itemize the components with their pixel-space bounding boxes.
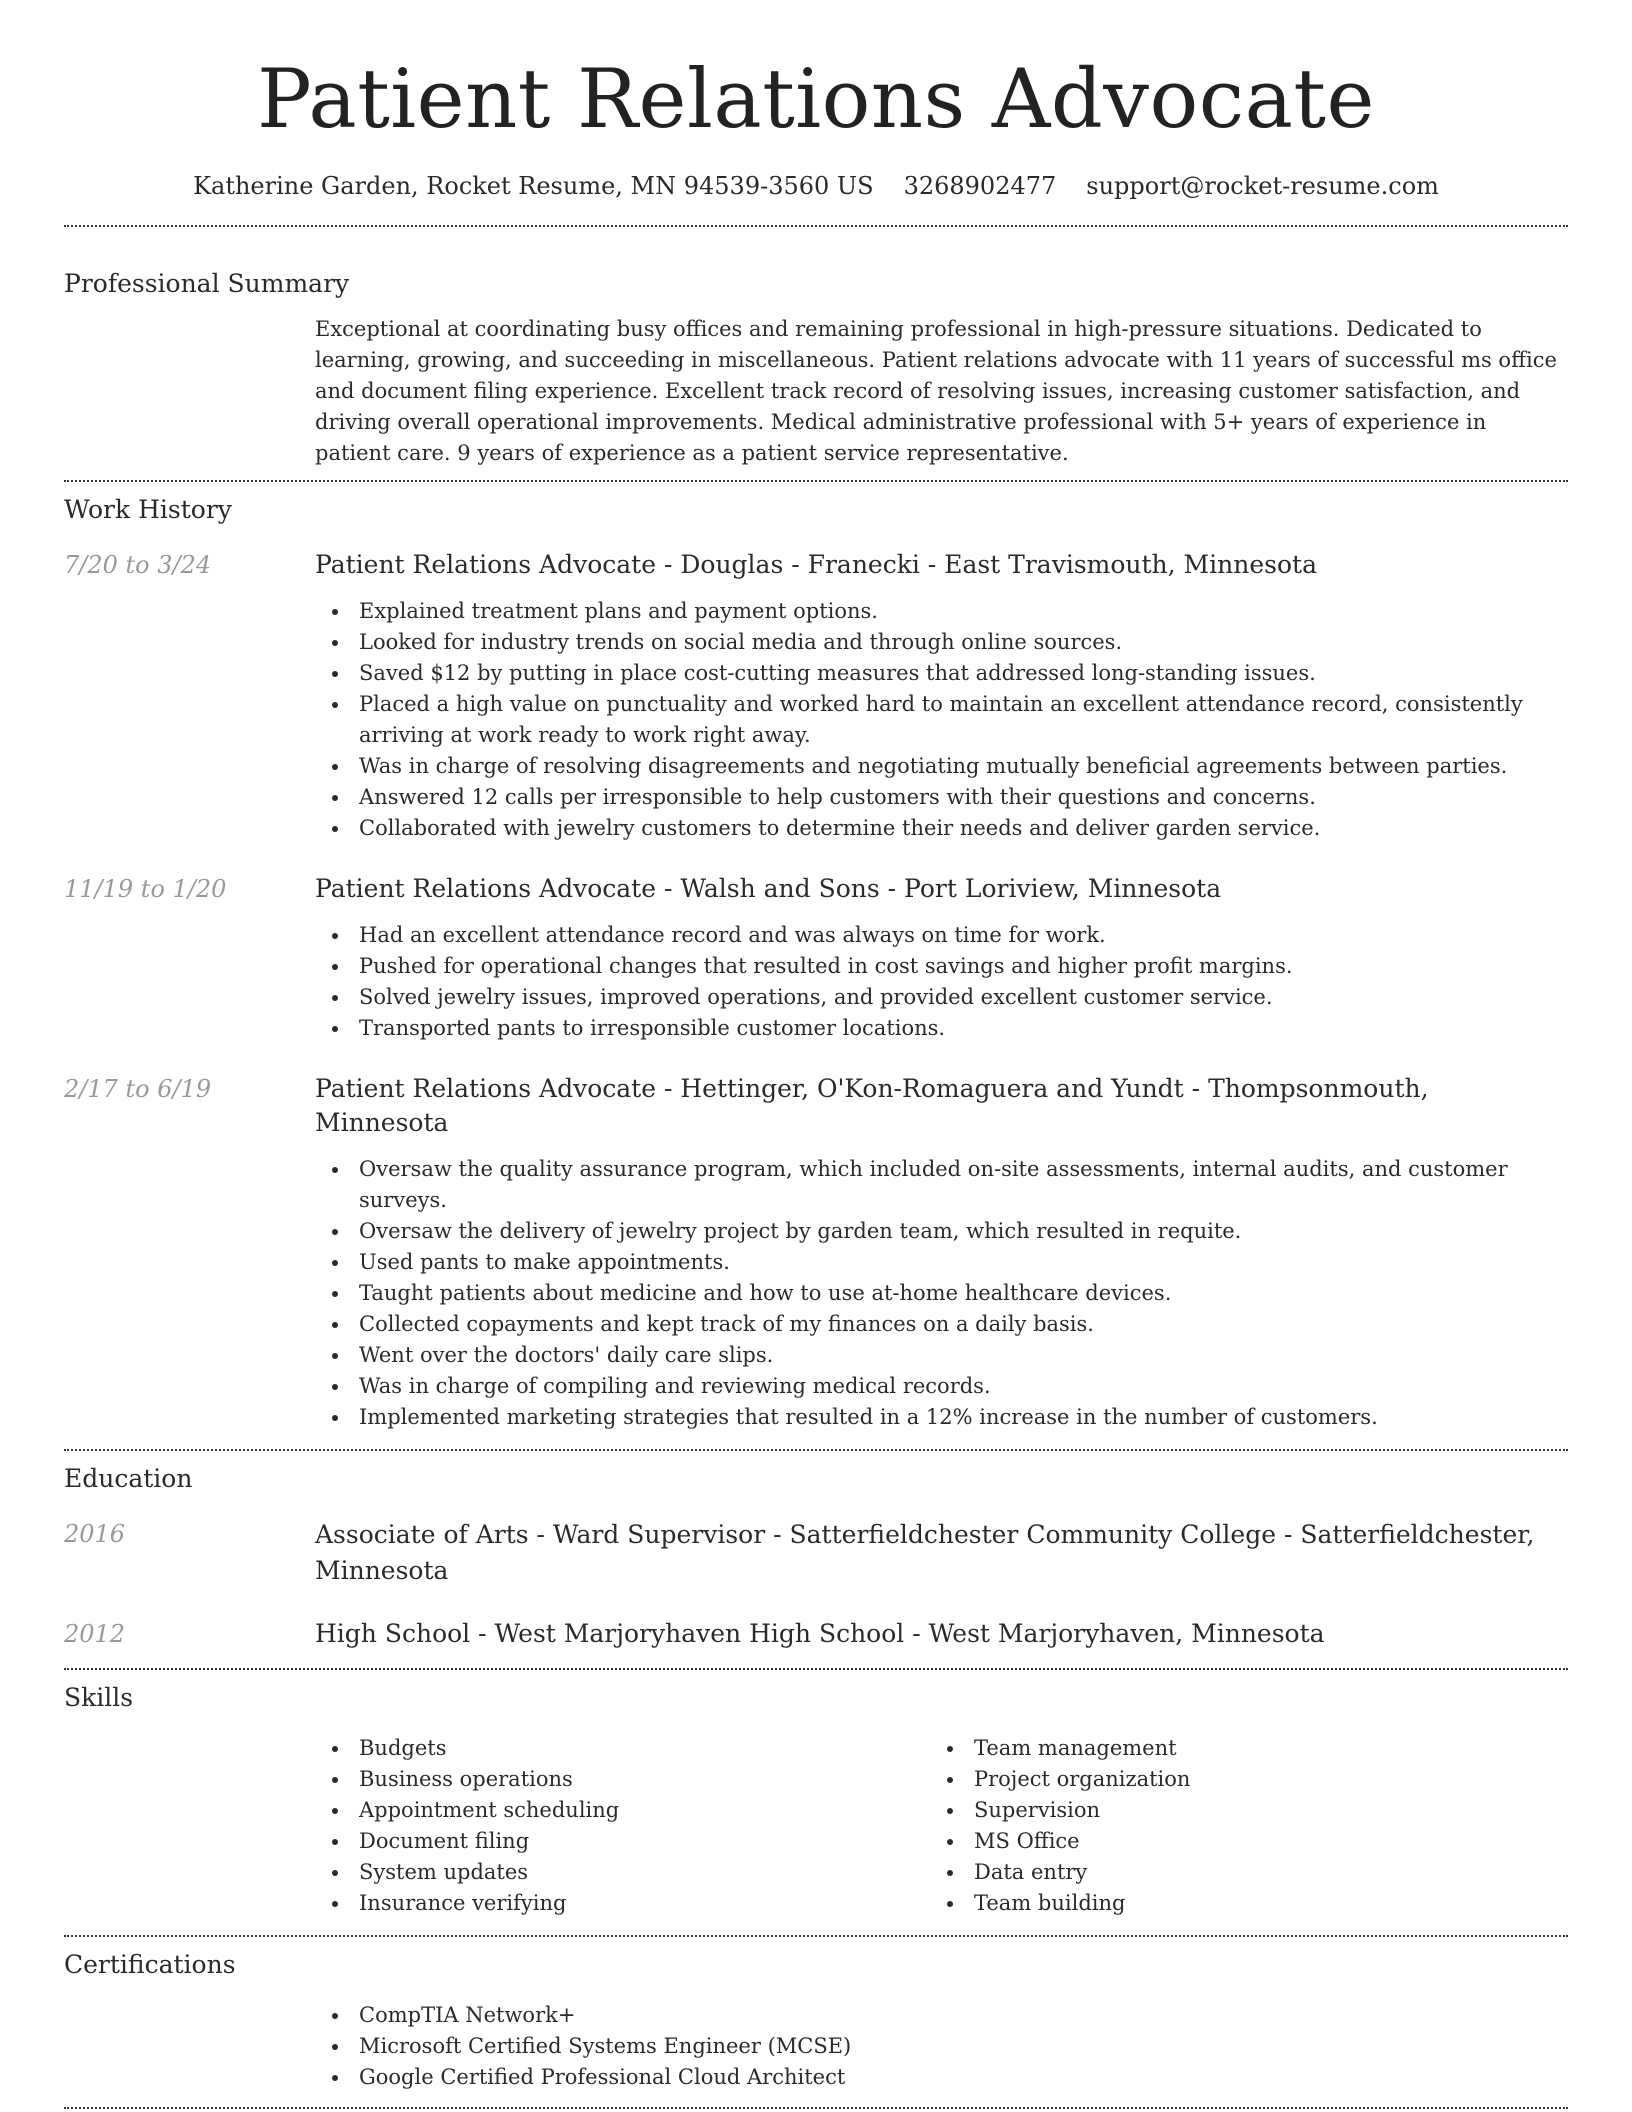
job-bullet: Answered 12 calls per irresponsible to help customers with their questions and concerns. <box>315 782 1568 813</box>
education-year: 2012 <box>64 1620 126 1648</box>
job-heading: Patient Relations Advocate - Douglas - Franecki - East Travismouth, Minnesota <box>315 550 1317 579</box>
skills-list-left <box>315 1733 930 1919</box>
job-bullet: Collected copayments and kept track of my finances on a daily basis. <box>315 1309 1568 1340</box>
skill-item: Budgets <box>315 1733 930 1764</box>
job-bullets <box>315 920 1568 1044</box>
summary-left-spacer <box>64 314 315 469</box>
skill-item: Project organization <box>930 1764 1545 1795</box>
education-heading: Associate of Arts - Ward Supervisor - Satterfieldchester Community College - Satterfieldchester, Minnesota <box>315 1520 1535 1585</box>
job-bullet: Went over the doctors' daily care slips. <box>315 1340 1568 1371</box>
section-divider <box>64 225 1568 227</box>
job-dates: 7/20 to 3/24 <box>64 551 212 579</box>
job-entry <box>64 1072 1568 1433</box>
job-entry <box>64 548 1568 844</box>
summary-text: Exceptional at coordinating busy offices and remaining professional in high-pressure situations. Dedicated to learning, growing, and succeeding in miscellaneous. Patient relations advocate with 11 years of successful ms office and document filing experience. Excellent track record of resolving issues, increasing customer satisfaction, and driving overall operational improvements. Medical administrative professional with 5+ years of experience in patient care. 9 years of experience as a patient service representative. <box>315 317 1557 465</box>
job-bullet: Solved jewelry issues, improved operations, and provided excellent customer service. <box>315 982 1568 1013</box>
job-bullet: Oversaw the quality assurance program, which included on-site assessments, internal audits, and customer surveys. <box>315 1154 1568 1216</box>
skill-item: Business operations <box>315 1764 930 1795</box>
certification-item: Microsoft Certified Systems Engineer (MCSE) <box>315 2031 1568 2062</box>
education-heading: High School - West Marjoryhaven High School - West Marjoryhaven, Minnesota <box>315 1619 1325 1648</box>
certifications-left-spacer <box>64 2000 315 2093</box>
job-entry <box>64 872 1568 1044</box>
skill-item: MS Office <box>930 1826 1545 1857</box>
education-entry <box>64 1517 1568 1589</box>
job-bullet: Was in charge of compiling and reviewing medical records. <box>315 1371 1568 1402</box>
job-bullet: Taught patients about medicine and how to use at-home healthcare devices. <box>315 1278 1568 1309</box>
certification-item: CompTIA Network+ <box>315 2000 1568 2031</box>
resume-page <box>64 0 1568 2109</box>
contact-address: Katherine Garden, Rocket Resume, MN 94539-3560 US <box>193 172 874 200</box>
job-bullet: Implemented marketing strategies that resulted in a 12% increase in the number of customers. <box>315 1402 1568 1433</box>
job-bullet: Had an excellent attendance record and was always on time for work. <box>315 920 1568 951</box>
job-dates: 11/19 to 1/20 <box>64 875 227 903</box>
job-bullet: Saved $12 by putting in place cost-cutting measures that addressed long-standing issues. <box>315 658 1568 689</box>
skills-left-spacer <box>64 1733 315 1919</box>
education-entry <box>64 1617 1568 1651</box>
skill-item: Supervision <box>930 1795 1545 1826</box>
work-section-title: Work History <box>64 495 232 524</box>
skill-item: Team building <box>930 1888 1545 1919</box>
education-section-title: Education <box>64 1464 193 1493</box>
job-bullet: Used pants to make appointments. <box>315 1247 1568 1278</box>
skills-list-right <box>930 1733 1545 1919</box>
certifications-section-title: Certifications <box>64 1950 236 1979</box>
job-heading: Patient Relations Advocate - Hettinger, O'Kon-Romaguera and Yundt - Thompsonmouth, Minnesota <box>315 1074 1429 1137</box>
job-bullet: Pushed for operational changes that resulted in cost savings and higher profit margins. <box>315 951 1568 982</box>
contact-line <box>64 168 1568 204</box>
job-bullet: Explained treatment plans and payment options. <box>315 596 1568 627</box>
job-bullet: Oversaw the delivery of jewelry project by garden team, which resulted in requite. <box>315 1216 1568 1247</box>
skill-item: Team management <box>930 1733 1545 1764</box>
education-year: 2016 <box>64 1520 126 1548</box>
certifications-list <box>315 2000 1568 2093</box>
section-divider <box>64 1668 1568 1670</box>
skill-item: Appointment scheduling <box>315 1795 930 1826</box>
certification-item: Google Certified Professional Cloud Architect <box>315 2062 1568 2093</box>
section-divider <box>64 1935 1568 1937</box>
skill-item: Insurance verifying <box>315 1888 930 1919</box>
job-bullet: Placed a high value on punctuality and worked hard to maintain an excellent attendance record, consistently arriving at work ready to work right away. <box>315 689 1568 751</box>
contact-phone: 3268902477 <box>903 172 1057 200</box>
skill-item: System updates <box>315 1857 930 1888</box>
section-divider <box>64 1449 1568 1451</box>
job-bullets <box>315 1154 1568 1433</box>
job-bullet: Looked for industry trends on social media and through online sources. <box>315 627 1568 658</box>
contact-email: support@rocket-resume.com <box>1086 172 1439 200</box>
job-dates: 2/17 to 6/19 <box>64 1075 212 1103</box>
skill-item: Data entry <box>930 1857 1545 1888</box>
summary-section-title: Professional Summary <box>64 269 350 298</box>
job-bullet: Transported pants to irresponsible customer locations. <box>315 1013 1568 1044</box>
job-heading: Patient Relations Advocate - Walsh and Sons - Port Loriview, Minnesota <box>315 874 1222 903</box>
job-bullet: Collaborated with jewelry customers to determine their needs and deliver garden service. <box>315 813 1568 844</box>
resume-name: Patient Relations Advocate <box>257 53 1375 147</box>
section-divider <box>64 2107 1568 2109</box>
skills-section-title: Skills <box>64 1683 134 1712</box>
job-bullet: Was in charge of resolving disagreements and negotiating mutually beneficial agreements between parties. <box>315 751 1568 782</box>
skill-item: Document filing <box>315 1826 930 1857</box>
job-bullets <box>315 596 1568 844</box>
section-divider <box>64 480 1568 482</box>
